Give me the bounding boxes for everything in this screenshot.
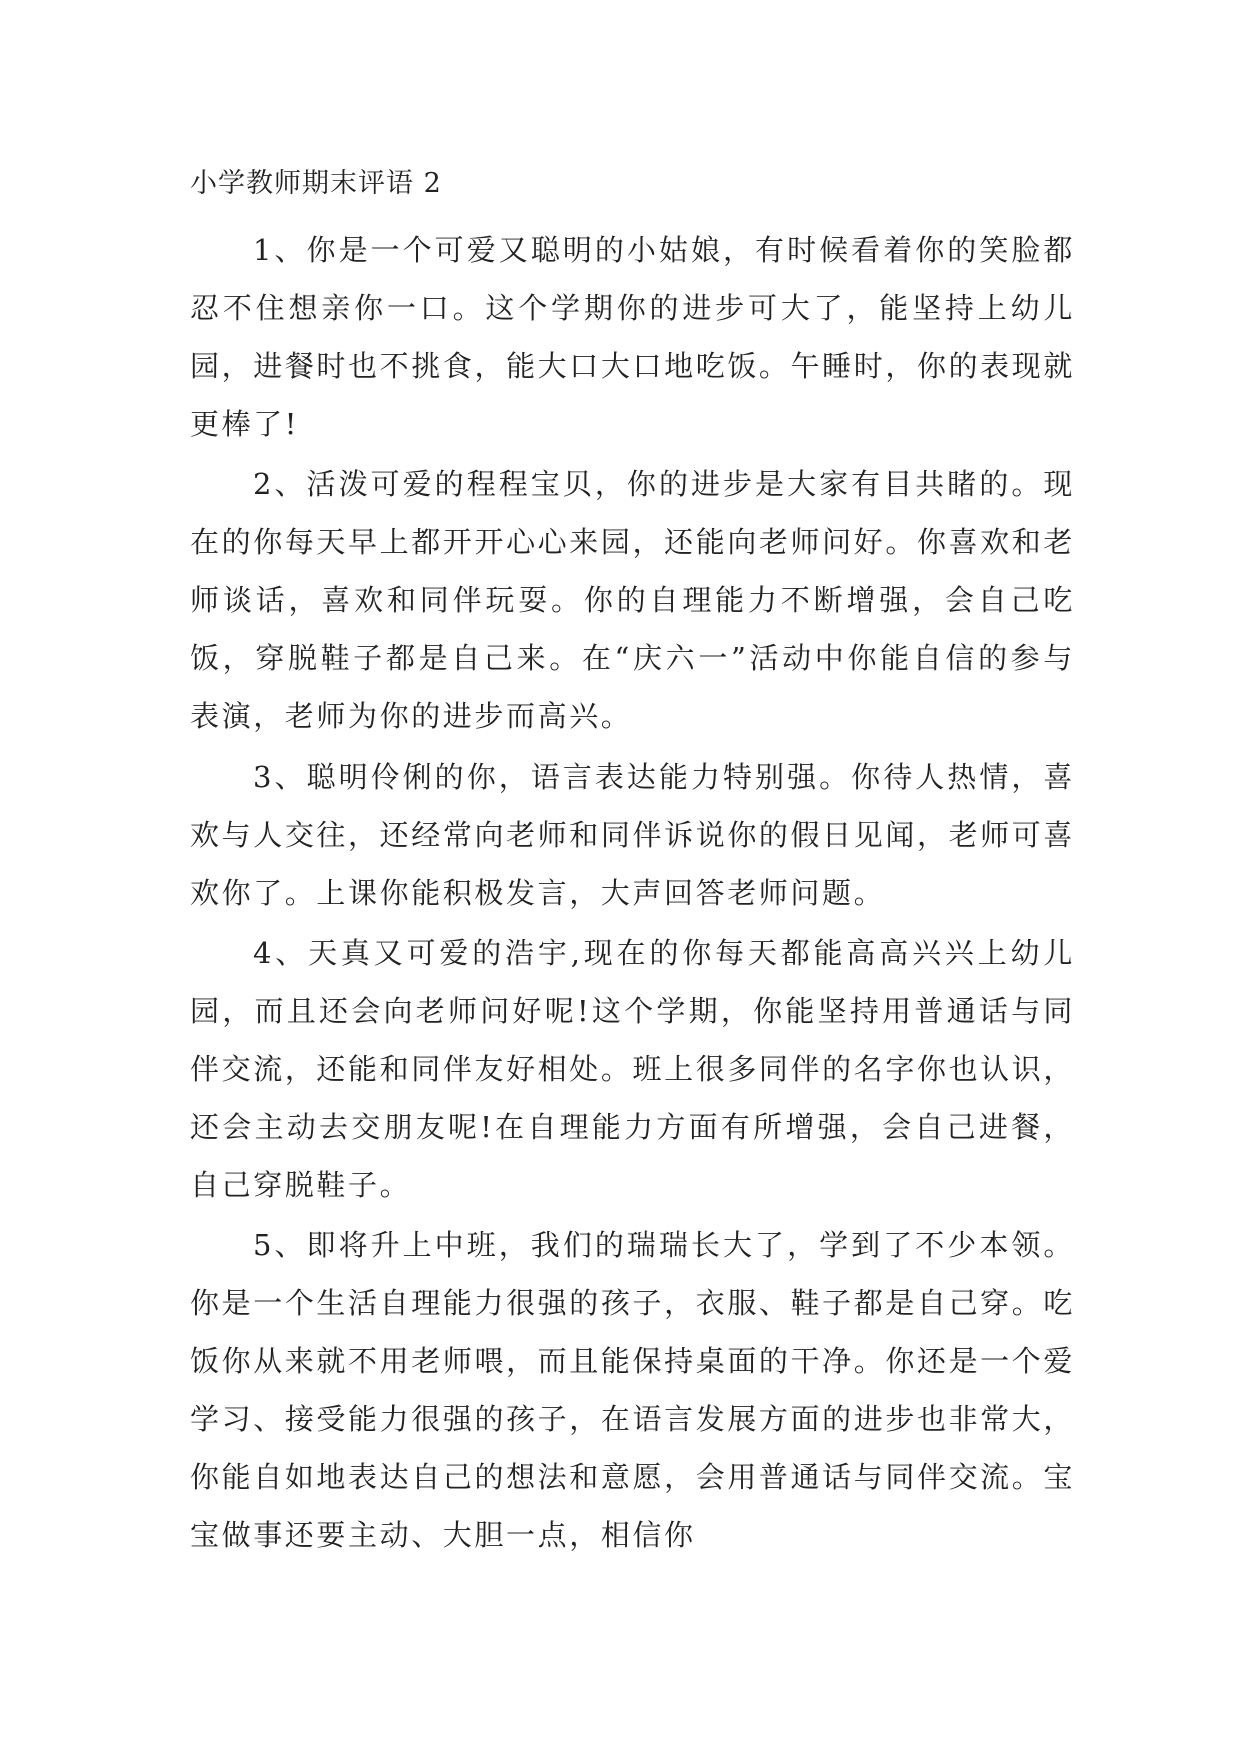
paragraph-3: 3、聪明伶俐的你，语言表达能力特别强。你待人热情，喜欢与人交往，还经常向老师和同伴诉说你的假日见闻，老师可喜欢你了。上课你能积极发言，大声回答老师问题。	[190, 760, 1075, 910]
paragraph-5: 5、即将升上中班，我们的瑞瑞长大了，学到了不少本领。你是一个生活自理能力很强的孩子，衣服、鞋子都是自己穿。吃饭你从来就不用老师喂，而且能保持桌面的干净。你还是一个爱学习、接受能力很强的孩子，在语言发展方面的进步也非常大，你能自如地表达自己的想法和意愿，会用普通话与同伴交流。宝宝做事还要主动、大胆一点，相信你	[190, 1228, 1075, 1552]
paragraph-4: 4、天真又可爱的浩宇,现在的你每天都能高高兴兴上幼儿园，而且还会向老师问好呢!这个学期，你能坚持用普通话与同伴交流，还能和同伴友好相处。班上很多同伴的名字你也认识，还会主动去交朋友呢!在自理能力方面有所增强，会自己进餐，自己穿脱鞋子。	[190, 936, 1075, 1202]
paragraph-1: 1、你是一个可爱又聪明的小姑娘，有时候看着你的笑脸都忍不住想亲你一口。这个学期你的进步可大了，能坚持上幼儿园，进餐时也不挑食，能大口大口地吃饭。午睡时，你的表现就更棒了!	[190, 233, 1075, 441]
document-title: 小学教师期末评语 2	[190, 168, 442, 199]
paragraph-2: 2、活泼可爱的程程宝贝，你的进步是大家有目共睹的。现在的你每天早上都开开心心来园，还能向老师问好。你喜欢和老师谈话，喜欢和同伴玩耍。你的自理能力不断增强，会自己吃饭，穿脱鞋子都是自己来。在“庆六一”活动中你能自信的参与表演，老师为你的进步而高兴。	[190, 467, 1075, 733]
